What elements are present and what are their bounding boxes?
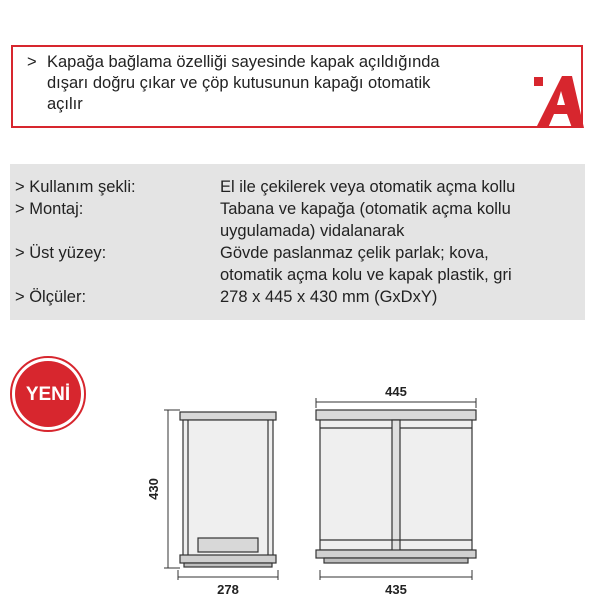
side-bottom-dimension bbox=[320, 570, 472, 580]
spec-value: Gövde paslanmaz çelik parlak; kova, otomatik açma kolu ve kapak plastik, gri bbox=[220, 244, 512, 284]
notice-line-3: açılır bbox=[47, 95, 83, 113]
front-view-drawing bbox=[180, 412, 276, 567]
side-bottom-label: 435 bbox=[385, 582, 407, 597]
new-badge-text: YENİ bbox=[25, 384, 71, 405]
side-top-dimension bbox=[316, 398, 476, 408]
notice-line-1: > Kapağa bağlama özelliği sayesinde kapak açıldığında bbox=[27, 53, 440, 71]
notice-line-2: dışarı doğru çıkar ve çöp kutusunun kapağı otomatik bbox=[47, 74, 431, 92]
specs-panel bbox=[10, 164, 585, 320]
brand-logo-icon bbox=[532, 74, 584, 128]
spec-label: > Ölçüler: bbox=[15, 288, 87, 306]
spec-label: > Montaj: bbox=[15, 200, 84, 218]
notice-text bbox=[27, 52, 517, 115]
spec-value: Tabana ve kapağa (otomatik açma kollu uygulamada) vidalanarak bbox=[220, 200, 511, 240]
new-badge bbox=[9, 355, 87, 433]
side-top-label: 445 bbox=[385, 384, 407, 399]
technical-drawing bbox=[140, 380, 500, 600]
front-width-label: 278 bbox=[217, 582, 239, 597]
front-width-dimension bbox=[178, 570, 278, 580]
spec-value: El ile çekilerek veya otomatik açma kollu bbox=[220, 178, 516, 196]
height-dimension bbox=[164, 410, 180, 568]
height-label: 430 bbox=[146, 478, 161, 500]
side-view-drawing bbox=[316, 410, 476, 563]
notice-box bbox=[11, 45, 583, 128]
spec-label: > Kullanım şekli: bbox=[15, 178, 136, 196]
spec-value: 278 x 445 x 430 mm (GxDxY) bbox=[220, 288, 438, 306]
spec-label: > Üst yüzey: bbox=[15, 244, 107, 262]
